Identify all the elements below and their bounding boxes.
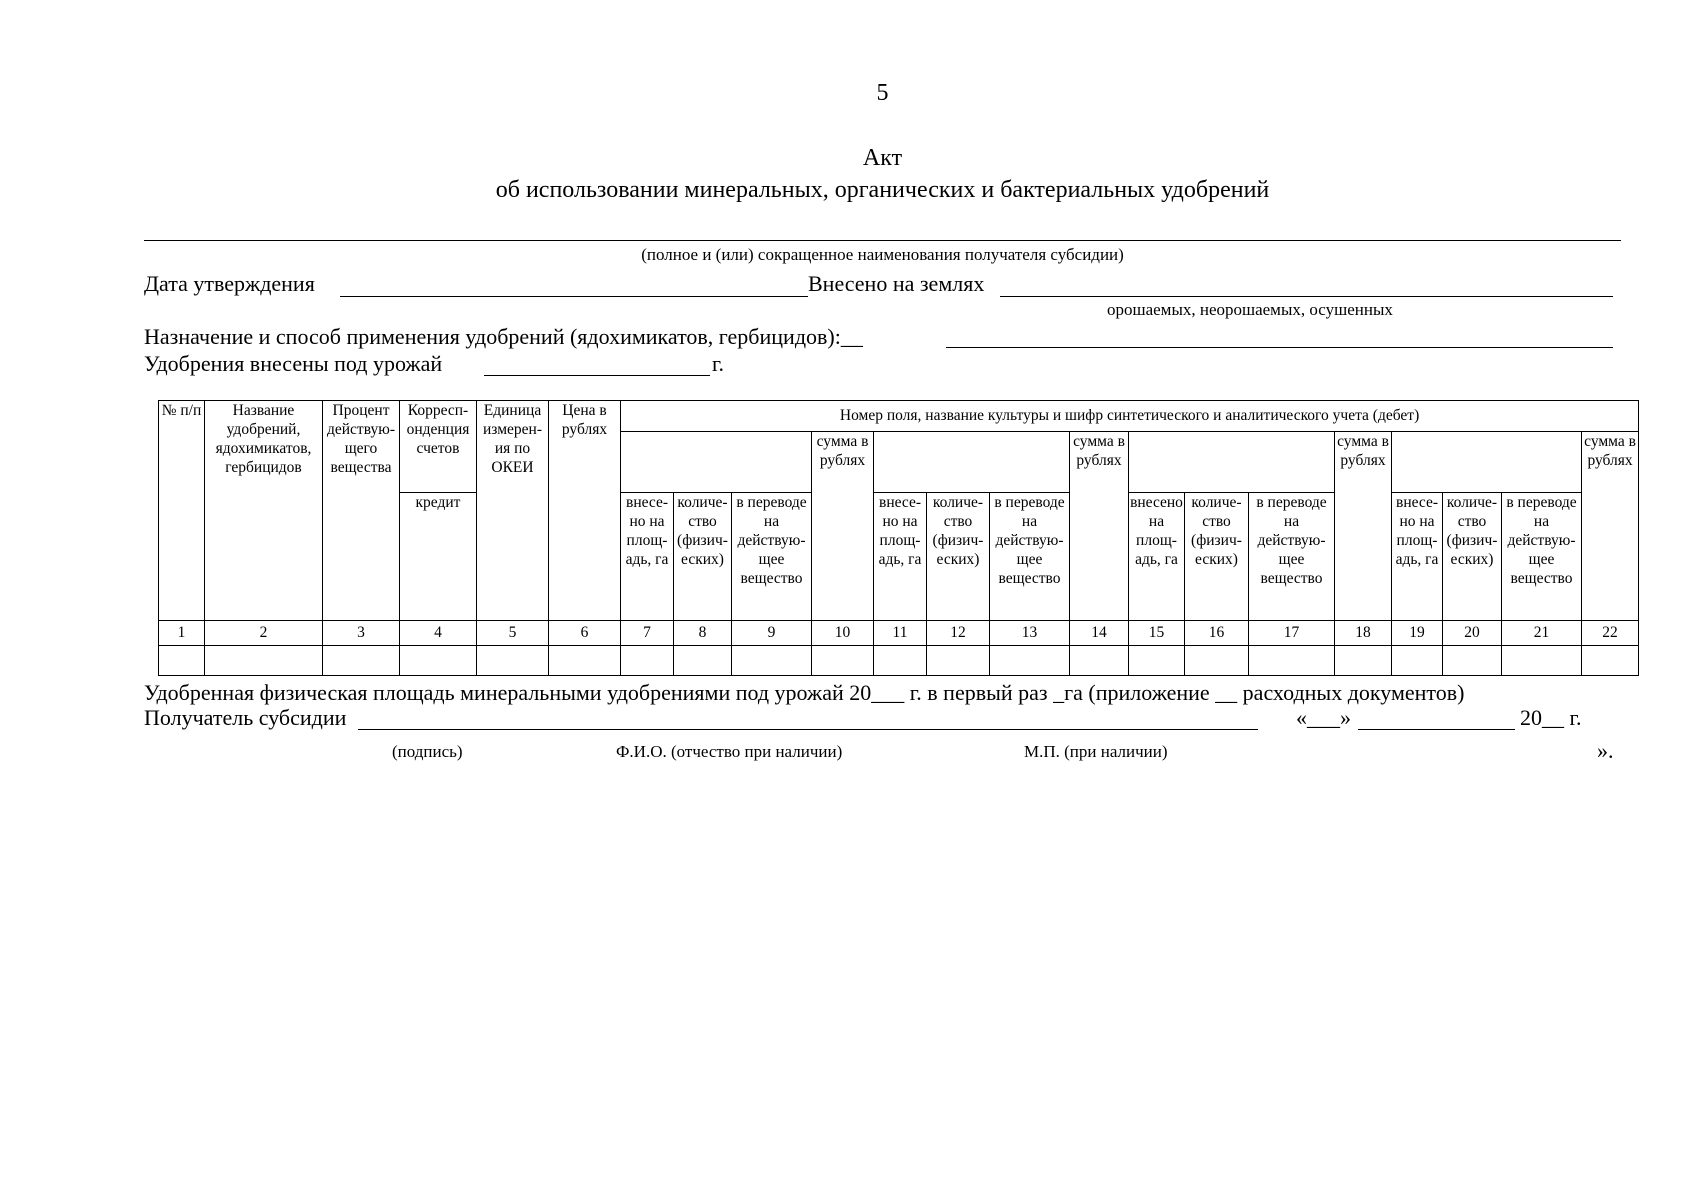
column-number: 8 [674,621,732,646]
table-cell[interactable] [1129,646,1185,676]
table-cell[interactable] [1582,646,1639,676]
column-number: 1 [159,621,205,646]
table-cell[interactable] [732,646,812,676]
table-cell[interactable] [1185,646,1249,676]
closing-quote: ». [1597,738,1614,763]
signature-hint: (подпись) [392,742,463,761]
table-cell[interactable] [1392,646,1443,676]
date-year: 20__ г. [1520,705,1582,730]
document-title: Акт [862,145,903,171]
header-active-2: в переводе на действующее вещество [990,493,1070,621]
harvest-label: Удобрения внесены под урожай [144,351,443,376]
approval-date-line[interactable] [340,296,808,297]
purpose-line[interactable] [946,347,1613,348]
table-cell[interactable] [1502,646,1582,676]
column-number: 14 [1070,621,1129,646]
table-cell[interactable] [477,646,549,676]
document-subtitle: об использовании минеральных, органических и бактериальных удобрений [495,177,1270,203]
column-number: 18 [1335,621,1392,646]
column-number: 17 [1249,621,1335,646]
fio-hint: Ф.И.О. (отчество при наличии) [616,742,843,761]
page-number: 5 [876,80,889,106]
harvest-suffix: г. [712,351,725,376]
lands-label: Внесено на землях [808,271,985,296]
seal-hint: М.П. (при наличии) [1024,742,1168,761]
table-cell[interactable] [323,646,400,676]
header-unit: Единица измерения по ОКЕИ [477,401,549,621]
header-sum-2: сумма в рублях [1070,432,1129,621]
column-number: 19 [1392,621,1443,646]
lands-line[interactable] [1000,296,1613,297]
table-cell[interactable] [812,646,874,676]
column-number: 20 [1443,621,1502,646]
purpose-label: Назначение и способ применения удобрений (ядохимикатов, гербицидов):__ [144,324,863,349]
table-cell[interactable] [674,646,732,676]
header-area-1: внесено на площадь, га [621,493,674,621]
header-field-group: Номер поля, название культуры и шифр синтетического и аналитического учета (дебет) [621,401,1639,432]
table-cell[interactable] [1249,646,1335,676]
header-active-1: в переводе на действующее вещество [732,493,812,621]
table-cell[interactable] [549,646,621,676]
column-number: 2 [205,621,323,646]
table-cell[interactable] [205,646,323,676]
column-number: 6 [549,621,621,646]
recipient-hint: (полное и (или) сокращенное наименования получателя субсидии) [641,245,1124,264]
recipient-name-line [144,240,1621,241]
column-number: 21 [1502,621,1582,646]
field-block-2 [874,432,1070,493]
lands-hint: орошаемых, неорошаемых, осушенных [1107,300,1393,319]
column-number: 3 [323,621,400,646]
column-number: 5 [477,621,549,646]
column-number: 13 [990,621,1070,646]
header-sum-4: сумма в рублях [1582,432,1639,621]
header-area-3: внесено на площадь, га [1129,493,1185,621]
header-qty-1: количество (физических) [674,493,732,621]
header-credit: кредит [400,493,477,621]
column-number: 16 [1185,621,1249,646]
header-active-4: в переводе на действующее вещество [1502,493,1582,621]
table-cell[interactable] [1443,646,1502,676]
header-active-3: в переводе на действующее вещество [1249,493,1335,621]
table-cell[interactable] [159,646,205,676]
fertilized-area-line: Удобренная физическая площадь минеральными удобрениями под урожай 20___ г. в первый раз _га (приложение __ расходных документов) [144,680,1465,705]
column-numbers-row [159,621,1639,646]
column-number: 4 [400,621,477,646]
date-open: «___» [1296,705,1351,730]
header-name: Название удобрений, ядохимикатов, гербицидов [205,401,323,621]
header-area-2: внесено на площадь, га [874,493,927,621]
table-cell[interactable] [927,646,990,676]
header-qty-3: количество (физических) [1185,493,1249,621]
table-cell[interactable] [990,646,1070,676]
column-number: 7 [621,621,674,646]
column-number: 11 [874,621,927,646]
header-price: Цена в рублях [549,401,621,621]
date-month-line[interactable] [1358,729,1515,730]
header-correspondence: Корреспонденция счетов [400,401,477,493]
signature-line[interactable] [358,729,1258,730]
header-num: № п/п [159,401,205,621]
header-qty-4: количество (физических) [1443,493,1502,621]
field-block-1 [621,432,812,493]
header-qty-2: количество (физических) [927,493,990,621]
approval-date-label: Дата утверждения [144,271,315,296]
header-area-4: внесено на площадь, га [1392,493,1443,621]
header-percent: Процент действующего вещества [323,401,400,621]
column-number: 22 [1582,621,1639,646]
column-number: 15 [1129,621,1185,646]
table-cell[interactable] [400,646,477,676]
table-cell[interactable] [1070,646,1129,676]
table-row [159,646,1639,676]
header-sum-1: сумма в рублях [812,432,874,621]
fertilizer-table [158,400,1639,676]
harvest-year-line[interactable] [484,375,710,376]
field-block-3 [1129,432,1335,493]
recipient-label: Получатель субсидии [144,705,347,730]
header-sum-3: сумма в рублях [1335,432,1392,621]
column-number: 10 [812,621,874,646]
table-cell[interactable] [1335,646,1392,676]
field-block-4 [1392,432,1582,493]
column-number: 9 [732,621,812,646]
table-cell[interactable] [874,646,927,676]
table-cell[interactable] [621,646,674,676]
column-number: 12 [927,621,990,646]
